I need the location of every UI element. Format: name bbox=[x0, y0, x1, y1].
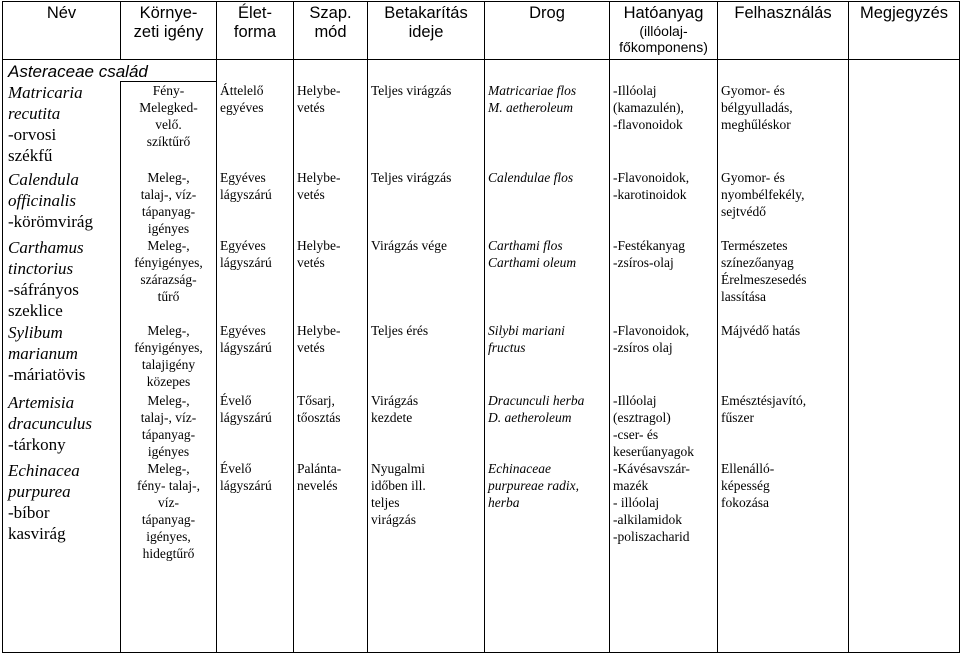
cell-use: Természetes színezőanyag Érelmeszesedés lassítása bbox=[718, 237, 849, 322]
cell-plant-name bbox=[3, 460, 121, 572]
cell-propagation: Helybe- vetés bbox=[294, 237, 368, 322]
cell-use: Gyomor- és nyombélfekély, sejtvédő bbox=[718, 169, 849, 237]
header-row bbox=[3, 2, 960, 60]
plant-latin-name: Matricaria recutita bbox=[8, 82, 83, 123]
cell-use: Gyomor- és bélgyulladás, meghűléskor bbox=[718, 82, 849, 169]
cell-harvest: Teljes virágzás bbox=[368, 169, 485, 237]
cell-propagation: Helybe- vetés bbox=[294, 322, 368, 392]
plant-common-name: -orvosi székfű bbox=[8, 124, 57, 165]
cell-use: Emésztésjavító, fűszer bbox=[718, 392, 849, 460]
col-header-environment: Környe- zeti igény bbox=[121, 2, 217, 60]
cell-harvest: Teljes érés bbox=[368, 322, 485, 392]
table-row bbox=[3, 237, 960, 322]
cell-plant-name bbox=[3, 169, 121, 237]
cell-note bbox=[849, 82, 960, 169]
cell-harvest: Virágzás kezdete bbox=[368, 392, 485, 460]
herb-table bbox=[2, 1, 960, 653]
col-header-drug: Drog bbox=[485, 2, 610, 60]
cell-environment: Fény- Melegked- velő. szíktűrő bbox=[121, 82, 217, 169]
cell-plant-name bbox=[3, 322, 121, 392]
cell-drug: Matricariae flos M. aetheroleum bbox=[485, 82, 610, 169]
col-header-active-sub: (illóolaj- főkomponens) bbox=[619, 23, 708, 55]
family-label: Asteraceae család bbox=[3, 60, 217, 82]
cell-use: Ellenálló- képesség fokozása bbox=[718, 460, 849, 572]
cell-lifeform: Évelő lágyszárú bbox=[217, 460, 294, 572]
table-row bbox=[3, 392, 960, 460]
col-header-name: Név bbox=[3, 2, 121, 60]
col-header-use: Felhasználás bbox=[718, 2, 849, 60]
cell-active-ingredient: -Kávésavszár- mazék - illóolaj -alkilamidok -poliszacharid bbox=[610, 460, 718, 572]
plant-common-name: -tárkony bbox=[8, 434, 66, 454]
empty-cell bbox=[368, 572, 485, 653]
cell-drug: Carthami flos Carthami oleum bbox=[485, 237, 610, 322]
table-row bbox=[3, 460, 960, 572]
cell-note bbox=[849, 322, 960, 392]
cell-plant-name bbox=[3, 392, 121, 460]
col-header-lifeform: Élet- forma bbox=[217, 2, 294, 60]
cell-note bbox=[849, 237, 960, 322]
col-header-propagation: Szap. mód bbox=[294, 2, 368, 60]
cell-propagation: Helybe- vetés bbox=[294, 82, 368, 169]
cell-note bbox=[849, 392, 960, 460]
cell-active-ingredient: -Flavonoidok, -zsíros olaj bbox=[610, 322, 718, 392]
cell-lifeform: Évelő lágyszárú bbox=[217, 392, 294, 460]
empty-cell bbox=[217, 572, 294, 653]
cell-lifeform: Egyéves lágyszárú bbox=[217, 322, 294, 392]
cell-propagation: Palánta- nevelés bbox=[294, 460, 368, 572]
cell-harvest: Teljes virágzás bbox=[368, 82, 485, 169]
plant-latin-name: Sylibum marianum bbox=[8, 322, 78, 363]
cell-active-ingredient: -Flavonoidok, -karotinoidok bbox=[610, 169, 718, 237]
cell-harvest: Nyugalmi időben ill. teljes virágzás bbox=[368, 460, 485, 572]
table-row bbox=[3, 322, 960, 392]
cell-plant-name bbox=[3, 82, 121, 169]
plant-common-name: -máriatövis bbox=[8, 364, 86, 384]
table-row bbox=[3, 169, 960, 237]
table-row bbox=[3, 82, 960, 169]
cell-drug: Echinaceae purpureae radix, herba bbox=[485, 460, 610, 572]
cell-lifeform: Egyéves lágyszárú bbox=[217, 169, 294, 237]
plant-common-name: -körömvirág bbox=[8, 211, 93, 231]
empty-cell bbox=[121, 572, 217, 653]
cell-use: Májvédő hatás bbox=[718, 322, 849, 392]
empty-row bbox=[3, 572, 960, 653]
empty-cell bbox=[294, 572, 368, 653]
cell-drug: Silybi mariani fructus bbox=[485, 322, 610, 392]
col-header-active: Hatóanyag (illóolaj- főkomponens) bbox=[610, 2, 718, 60]
cell-active-ingredient: -Illóolaj (kamazulén), -flavonoidok bbox=[610, 82, 718, 169]
empty-cell bbox=[718, 572, 849, 653]
empty-cell bbox=[610, 572, 718, 653]
cell-note bbox=[849, 460, 960, 572]
cell-active-ingredient: -Festékanyag -zsíros-olaj bbox=[610, 237, 718, 322]
plant-latin-name: Echinacea purpurea bbox=[8, 460, 80, 501]
cell-drug: Dracunculi herba D. aetheroleum bbox=[485, 392, 610, 460]
cell-propagation: Helybe- vetés bbox=[294, 169, 368, 237]
plant-common-name: -sáfrányos szeklice bbox=[8, 279, 79, 320]
empty-cell bbox=[3, 572, 121, 653]
cell-drug: Calendulae flos bbox=[485, 169, 610, 237]
cell-environment: Meleg-, fény- talaj-, víz- tápanyag- igényes, hidegtűrő bbox=[121, 460, 217, 572]
empty-cell bbox=[485, 572, 610, 653]
cell-environment: Meleg-, talaj-, víz- tápanyag- igényes bbox=[121, 392, 217, 460]
cell-environment: Meleg-, fényigényes, szárazság- tűrő bbox=[121, 237, 217, 322]
cell-plant-name bbox=[3, 237, 121, 322]
empty-cell bbox=[849, 572, 960, 653]
plant-latin-name: Carthamus tinctorius bbox=[8, 237, 84, 278]
cell-active-ingredient: -Illóolaj (esztragol) -cser- és keserűanyagok bbox=[610, 392, 718, 460]
cell-environment: Meleg-, talaj-, víz- tápanyag- igényes bbox=[121, 169, 217, 237]
cell-lifeform: Áttelelő egyéves bbox=[217, 82, 294, 169]
family-row bbox=[3, 60, 960, 82]
plant-latin-name: Artemisia dracunculus bbox=[8, 392, 93, 433]
cell-propagation: Tősarj, tőosztás bbox=[294, 392, 368, 460]
col-header-harvest: Betakarítás ideje bbox=[368, 2, 485, 60]
plant-latin-name: Calendula officinalis bbox=[8, 169, 79, 210]
cell-lifeform: Egyéves lágyszárú bbox=[217, 237, 294, 322]
cell-environment: Meleg-, fényigényes, talajigény közepes bbox=[121, 322, 217, 392]
cell-harvest: Virágzás vége bbox=[368, 237, 485, 322]
cell-note bbox=[849, 169, 960, 237]
plant-common-name: -bíbor kasvirág bbox=[8, 502, 66, 543]
col-header-note: Megjegyzés bbox=[849, 2, 960, 60]
